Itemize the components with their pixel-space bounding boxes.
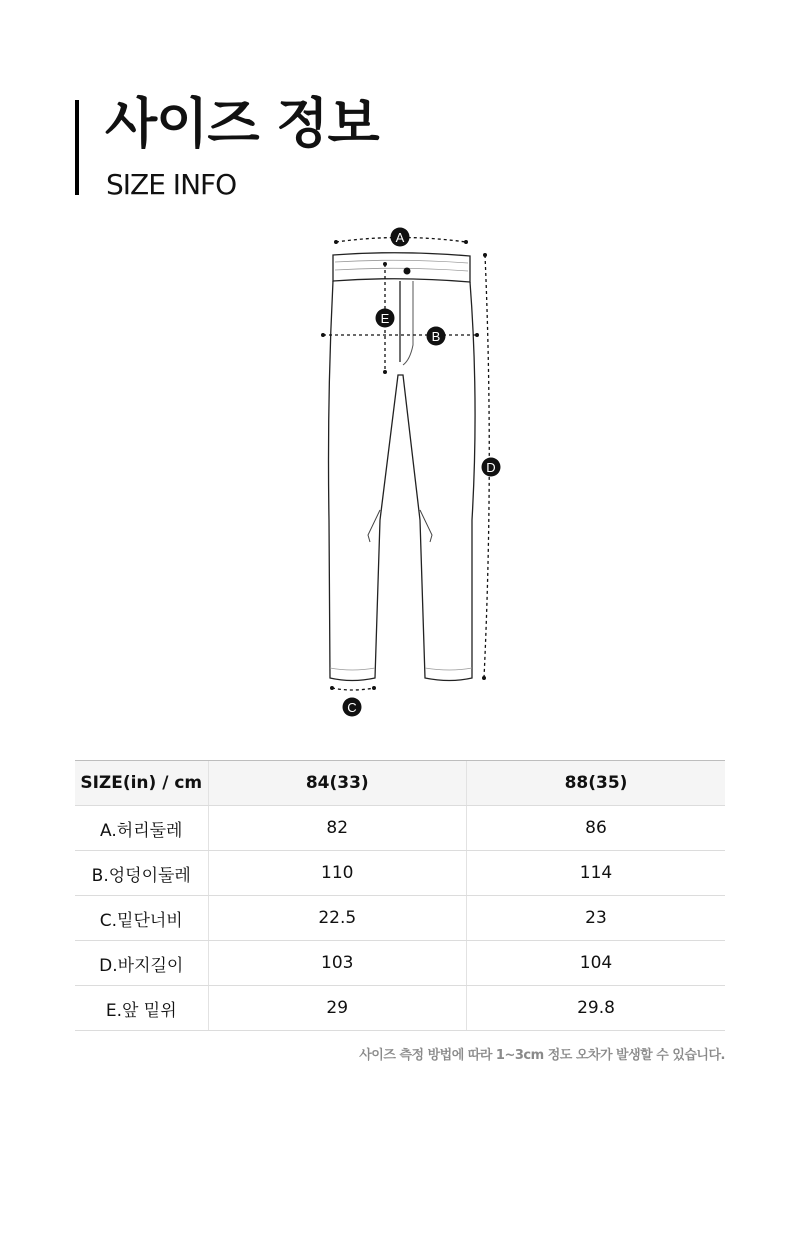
table-row [75, 941, 725, 986]
cell-value: 110 [208, 851, 467, 896]
table-row [75, 986, 725, 1031]
row-label: B.엉덩이둘레 [75, 851, 208, 896]
button-icon [404, 268, 411, 275]
cell-value: 86 [467, 806, 726, 851]
marker-d [482, 458, 501, 477]
row-label: A.허리둘레 [75, 806, 208, 851]
cell-value: 29 [208, 986, 467, 1031]
size-table [75, 760, 725, 1031]
svg-text:C: C [347, 700, 357, 715]
cell-value: 29.8 [467, 986, 726, 1031]
cell-value: 82 [208, 806, 467, 851]
measure-endpoints [321, 240, 487, 690]
table-row [75, 896, 725, 941]
cell-value: 22.5 [208, 896, 467, 941]
table-row [75, 851, 725, 896]
table-header-row [75, 761, 725, 806]
page-subtitle: SIZE INFO [106, 168, 237, 201]
cell-value: 103 [208, 941, 467, 986]
pants-outline [329, 253, 476, 681]
marker-c [343, 698, 362, 717]
svg-text:E: E [380, 311, 390, 326]
cell-value: 114 [467, 851, 726, 896]
marker-b [427, 327, 446, 346]
marker-a [391, 228, 410, 247]
cell-value: 23 [467, 896, 726, 941]
marker-e [376, 309, 395, 328]
measurement-note: 사이즈 측정 방법에 따라 1~3cm 정도 오차가 발생할 수 있습니다. [359, 1048, 725, 1063]
row-label: E.앞 밑위 [75, 986, 208, 1031]
header-size-label: SIZE(in) / cm [75, 761, 208, 806]
header-accent-bar [75, 100, 79, 195]
row-label: C.밑단너비 [75, 896, 208, 941]
row-label: D.바지길이 [75, 941, 208, 986]
svg-text:D: D [486, 460, 496, 475]
header-size-88: 88(35) [467, 761, 726, 806]
table-row [75, 806, 725, 851]
header-size-84: 84(33) [208, 761, 467, 806]
cell-value: 104 [467, 941, 726, 986]
measure-lines [323, 238, 489, 691]
page-title: 사이즈 정보 [105, 92, 379, 155]
svg-text:A: A [395, 230, 405, 245]
svg-text:B: B [431, 329, 441, 344]
pants-diagram [300, 220, 520, 730]
